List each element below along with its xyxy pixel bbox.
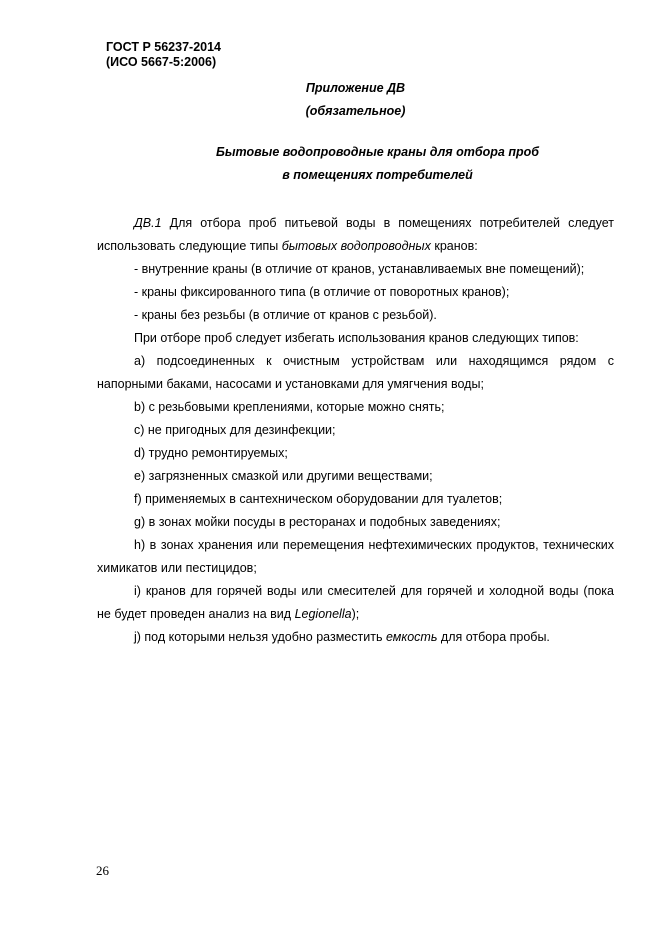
page-number: 26 [96,863,109,878]
list-item-h: h) в зонах хранения или перемещения нефтехимических продуктов, технических химикатов или пестицидов; [97,538,614,575]
list-item-f: f) применяемых в сантехническом оборудовании для туалетов; [134,492,503,506]
list-item-c: c) не пригодных для дезинфекции; [134,423,336,437]
paragraph-text: кранов: [430,239,478,253]
paragraph-text: i) кранов для горячей воды или смесителей для горячей и холодной воды (пока не будет проведен анализ на вид [97,584,614,621]
appendix-title: Приложение ДВ [305,81,406,95]
clause-number: ДВ.1 [134,216,162,230]
list-item: - внутренние краны (в отличие от кранов, устанавливаемых вне помещений); [134,262,585,276]
section-title-line2: в помещениях потребителей [282,168,473,182]
list-item-a: a) подсоединенных к очистным устройствам или находящимся рядом с напорными баками, насосами и установками для умягчения воды; [97,354,614,391]
list-item-e: e) загрязненных смазкой или другими веществами; [134,469,433,483]
document-header [106,40,221,70]
body-text [97,212,614,649]
emphasis-text: емкость [385,630,438,644]
list-item-d: d) трудно ремонтируемых; [134,446,288,460]
paragraph-text: j) под которыми нельзя удобно разместить [134,630,386,644]
appendix-status: (обязательное) [305,104,406,118]
species-name: Legionella [294,607,352,621]
list-item-j [97,626,614,649]
list-item-i [97,580,614,626]
emphasis-text: бытовых водопроводных [281,239,431,253]
list-item-b: b) с резьбовыми креплениями, которые можно снять; [134,400,445,414]
list-item: - краны фиксированного типа (в отличие от поворотных кранов); [134,285,510,299]
paragraph-text: ); [351,607,360,621]
list-item: - краны без резьбы (в отличие от кранов с резьбой). [134,308,437,322]
paragraph-text: Для отбора проб питьевой воды в помещениях потребителей следует использовать следующие типы [97,216,614,253]
list-item-g: g) в зонах мойки посуды в ресторанах и подобных заведениях; [134,515,501,529]
standard-number: ГОСТ Р 56237-2014 [106,40,222,54]
paragraph-intro: При отборе проб следует избегать использования кранов следующих типов: [134,331,579,345]
iso-reference: (ИСО 5667-5:2006) [106,55,217,69]
paragraph-text: для отбора пробы. [437,630,550,644]
paragraph-dv1 [97,212,614,258]
section-title-line1: Бытовые водопроводные краны для отбора проб [216,145,539,159]
